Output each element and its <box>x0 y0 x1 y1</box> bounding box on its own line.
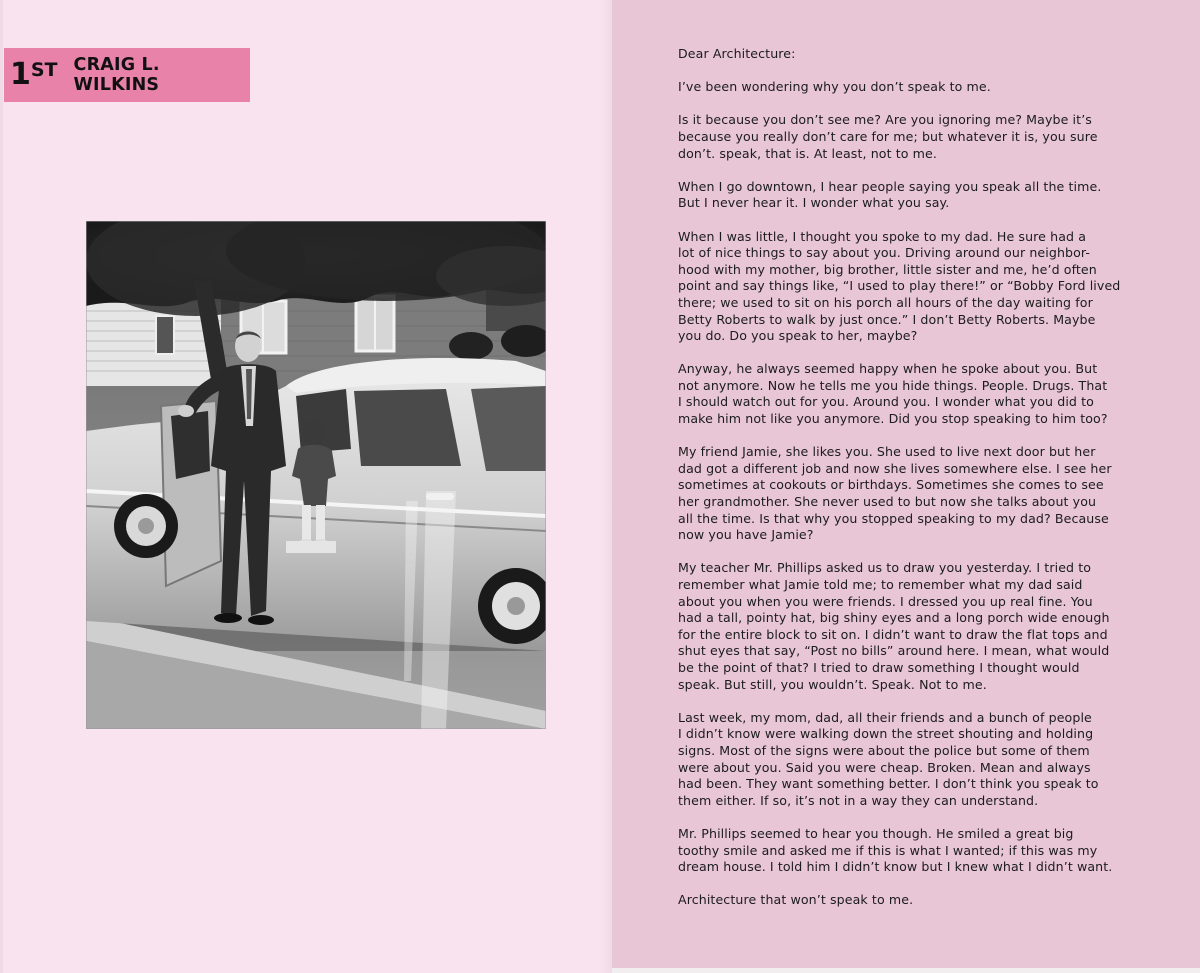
letter-body <box>678 46 1148 925</box>
rank-suffix: ST <box>30 59 58 81</box>
letter-paragraph: My teacher Mr. Phillips asked us to draw you yesterday. I tried to remember what Jamie told me; to remember what my dad said about you when you were friends. I dressed you up real fine. You had a tall, pointy hat, big shiny eyes and a long porch wide enough for the entire block to sit on. I didn’t want to draw the flat tops and shut eyes that say, “Post no bills” around here. I mean, what would be the point of that? I tried to draw something I thought would speak. But still, you wouldn’t. Speak. Not to me. <box>678 560 1110 692</box>
letter-paragraph: Anyway, he always seemed happy when he spoke about you. But not anymore. Now he tells me you hide things. People. Drugs. That I should watch out for you. Around you. I wonder what you did to make him not like you anymore. Did you stop speaking to him too? <box>678 361 1108 427</box>
letter-closing: Architecture that won’t speak to me. <box>678 892 914 908</box>
letter-paragraph: Last week, my mom, dad, all their friends and a bunch of people I didn’t know were walking down the street shouting and holding signs. Most of the signs were about the police but some of them were about you. Said you were cheap. Broken. Mean and always had been. They want something better. I don’t think you speak to them either. If so, it’s not in a way they can understand. <box>678 709 1099 808</box>
letter-paragraph: I’ve been wondering why you don’t speak to me. <box>678 79 991 95</box>
letter-paragraph: Is it because you don’t see me? Are you ignoring me? Maybe it’s because you really don’t care for me; but whatever it is, you sure don’t. speak, that is. At least, not to me. <box>678 112 1098 161</box>
page-bottom-edge <box>612 968 1200 973</box>
letter-paragraph: When I go downtown, I hear people saying you speak all the time. But I never hear it. I wonder what you say. <box>678 178 1102 211</box>
letter-paragraph: My friend Jamie, she likes you. She used to live next door but her dad got a different job and now she lives somewhere else. I see her sometimes at cookouts or birthdays. Sometimes she comes to see her grandmother. She never used to but now she talks about you all the time. Is that why you stopped speaking to my dad? Because now you have Jamie? <box>678 444 1112 543</box>
letter-paragraph: When I was little, I thought you spoke to my dad. He sure had a lot of nice things to say about you. Driving around our neighbor- hood with my mother, big brother, little sister and me, he’d often point and say things like, “I used to play there!” or “Bobby Ford lived there; we used to sit on his porch all hours of the day waiting for Betty Roberts to walk by just once.” I don’t Betty Roberts. Maybe you do. Do you speak to her, maybe? <box>678 228 1121 344</box>
letter-paragraph: Mr. Phillips seemed to hear you though. He smiled a great big toothy smile and asked me if this is what I wanted; if this was my dream house. I told him I didn’t know but I knew what I didn’t want. <box>678 825 1113 875</box>
rank-label <box>10 57 58 92</box>
author-name: CRAIG L. WILKINS <box>73 55 160 95</box>
title-badge <box>4 48 250 102</box>
vintage-photo <box>86 221 546 729</box>
letter-salutation: Dear Architecture: <box>678 46 796 61</box>
rank-number: 1 <box>10 57 30 92</box>
page-edge <box>0 0 3 973</box>
page-gutter <box>600 0 612 973</box>
photo-illustration <box>86 221 546 729</box>
